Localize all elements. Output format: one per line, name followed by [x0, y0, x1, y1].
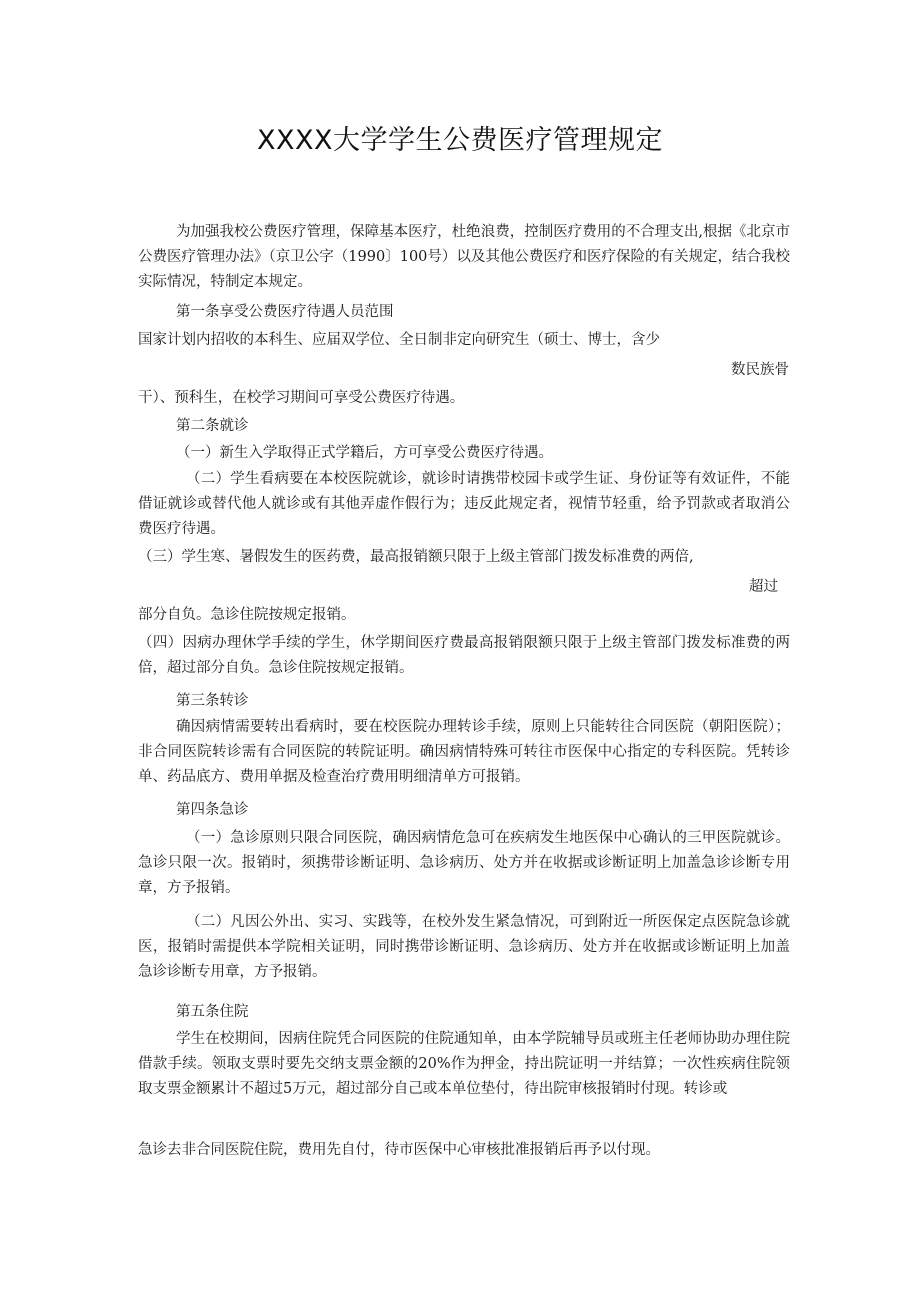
- document-title: XXXX大学学生公费医疗管理规定: [257, 125, 663, 156]
- article4-item2: （二）凡因公外出、实习、实践等，在校外发生紧急情况，可到附近一所医保定点医院急诊就医，报销时需提供本学院相关证明，同时携带诊断证明、急诊病历、处方并在收据或诊断证明上加盖急诊诊断专用章，方予报销。: [138, 914, 790, 980]
- article5-body: 学生在校期间，因病住院凭合同医院的住院通知单，由本学院辅导员或班主任老师协助办理住院借款手续。领取支票时要先交纳支票金额的20%作为押金，持出院证明一并结算；一次性疾病住院领取支票金额累计不超过5万元，超过部分自己或本单位垫付，待出院审核报销时付现。转诊或: [138, 1031, 790, 1097]
- article1-line1: 国家计划内招收的本科生、应届双学位、全日制非定向研究生（硕士、博士，含少: [138, 332, 660, 348]
- article3-heading: 第三条转诊: [176, 693, 249, 709]
- article2-item3-line3: 部分自负。急诊住院按规定报销。: [138, 607, 356, 623]
- article1-line3: 干）、预科生，在校学习期间可享受公费医疗待遇。: [138, 390, 465, 406]
- article5-tail: 急诊去非合同医院住院，费用先自付，待市医保中心审核批准报销后再予以付现。: [138, 1142, 660, 1158]
- article1-line2: 数民族骨: [731, 362, 789, 378]
- article2-item3-line2: 超过: [749, 579, 778, 595]
- article2-heading: 第二条就诊: [176, 418, 249, 434]
- article5-heading: 第五条住院: [176, 1004, 249, 1020]
- article2-item4: （四）因病办理休学手续的学生，休学期间医疗费最高报销限额只限于上级主管部门拨发标准费的两倍，超过部分自负。急诊住院按规定报销。: [138, 635, 790, 676]
- article2-item1: （一）新生入学取得正式学籍后，方可享受公费医疗待遇。: [176, 445, 553, 461]
- article2-item2: （二）学生看病要在本校医院就诊，就诊时请携带校园卡或学生证、身份证等有效证件，不能借证就诊或替代他人就诊或有其他弄虚作假行为；违反此规定者，视情节轻重，给予罚款或者取消公费医疗待遇。: [138, 471, 790, 537]
- article3-body: 确因病情需要转出看病时，要在校医院办理转诊手续，原则上只能转往合同医院（朝阳医院）；非合同医院转诊需有合同医院的转院证明。确因病情特殊可转往市医保中心指定的专科医院。凭转诊单、药品底方、费用单据及检查治疗费用明细清单方可报销。: [138, 719, 790, 785]
- article2-item3-line1: （三）学生寒、暑假发生的医药费，最高报销额只限于上级主管部门拨发标准费的两倍,: [138, 549, 694, 565]
- article1-heading: 第一条享受公费医疗待遇人员范围: [176, 304, 394, 320]
- intro-paragraph: 为加强我校公费医疗管理，保障基本医疗，杜绝浪费，控制医疗费用的不合理支出,根据《北京市公费医疗管理办法》（京卫公字（1990〕100号）以及其他公费医疗和医疗保险的有关规定，结合我校实际情况，特制定本规定。: [138, 224, 790, 290]
- article4-heading: 第四条急诊: [176, 802, 249, 818]
- article4-item1: （一）急诊原则只限合同医院，确因病情危急可在疾病发生地医保中心确认的三甲医院就诊。急诊只限一次。报销时，须携带诊断证明、急诊病历、处方并在收据或诊断证明上加盖急诊诊断专用章，方予报销。: [138, 830, 790, 896]
